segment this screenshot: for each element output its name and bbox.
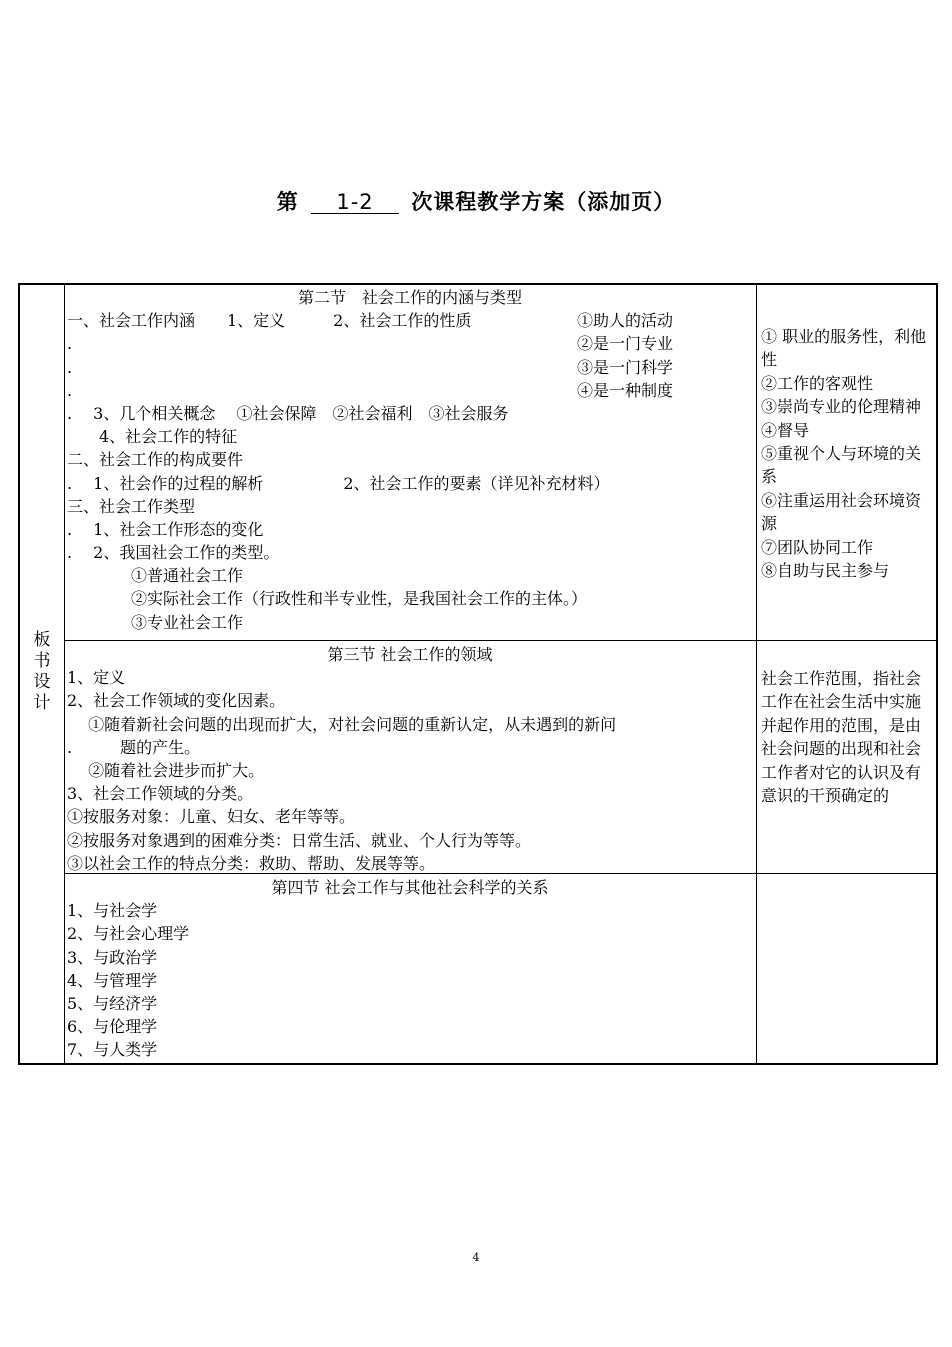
- list-item: . 1、社会作的过程的解析 2、社会工作的要素（详见补充材料）: [67, 473, 610, 493]
- note-item: ③崇尚专业的伦理精神: [761, 397, 922, 417]
- section-2-heading: 第二节 社会工作的内涵与类型: [297, 288, 522, 307]
- list-item: . ②是一门专业: [67, 334, 674, 354]
- page-title: [0, 186, 952, 216]
- list-item: 二、社会工作的构成要件: [67, 450, 244, 470]
- list-item: ②随着社会进步而扩大。: [67, 760, 265, 780]
- row-divider-1: [64, 640, 936, 641]
- list-item: 1、定义: [67, 668, 126, 688]
- list-item: . 题的产生。: [67, 737, 201, 757]
- section-3-content: [67, 643, 753, 875]
- list-item: 2、与社会心理学: [67, 924, 190, 944]
- lesson-number: 1-2: [311, 191, 399, 214]
- note-item: ⑧自助与民主参与: [761, 561, 890, 581]
- board-design-table: [18, 283, 938, 1065]
- list-item: 4、与管理学: [67, 970, 158, 990]
- page-number: 4: [472, 1251, 480, 1264]
- note-item: ④督导: [761, 420, 810, 440]
- list-item: . 1、社会工作形态的变化: [67, 519, 264, 539]
- list-item: 一、社会工作内涵 1、定义 2、社会工作的性质 ①助人的活动: [67, 311, 674, 331]
- section-4-heading: 第四节 社会工作与其他社会科学的关系: [271, 878, 549, 897]
- list-item: ③以社会工作的特点分类：救助、帮助、发展等等。: [67, 853, 436, 873]
- section-3-heading: 第三节 社会工作的领域: [327, 645, 493, 664]
- list-item: ③专业社会工作: [67, 612, 244, 632]
- list-item: . ④是一种制度: [67, 380, 674, 400]
- list-item: 6、与伦理学: [67, 1017, 158, 1037]
- list-item: ①随着新社会问题的出现而扩大，对社会问题的重新认定，从未遇到的新问: [67, 714, 617, 734]
- list-item: 4、社会工作的特征: [67, 427, 238, 447]
- list-item: ②实际社会工作（行政性和半专业性，是我国社会工作的主体。）: [67, 589, 588, 609]
- section-2-content: [67, 286, 753, 634]
- note-item: ②工作的客观性: [761, 373, 874, 393]
- list-item: 三、社会工作类型: [67, 496, 196, 516]
- section-3-note: 社会工作范围，指社会工作在社会生活中实施并起作用的范围，是由社会问题的出现和社会工作者对它的认识及有意识的干预确定的: [761, 669, 922, 806]
- list-item: 1、与社会学: [67, 901, 158, 921]
- title-prefix: 第: [276, 190, 299, 214]
- list-item: 3、与政治学: [67, 947, 158, 967]
- note-item: ① 职业的服务性，利他性: [761, 327, 927, 370]
- row-label-board-design: 板 书 设 计: [33, 630, 51, 713]
- list-item: ②按服务对象遇到的困难分类：日常生活、就业、个人行为等等。: [67, 830, 532, 850]
- list-item: ①普通社会工作: [67, 566, 244, 586]
- section-2-notes: [761, 325, 933, 582]
- note-item: ⑤重视个人与环境的关系: [761, 444, 922, 487]
- list-item: . ③是一门科学: [67, 357, 674, 377]
- list-item: . 3、几个相关概念 ①社会保障 ②社会福利 ③社会服务: [67, 403, 509, 423]
- note-item: ⑥注重运用社会环境资源: [761, 490, 922, 534]
- list-item: 7、与人类学: [67, 1040, 158, 1060]
- column-divider-right: [756, 285, 757, 1063]
- list-item: 2、社会工作领域的变化因素。: [67, 691, 286, 711]
- list-item: 5、与经济学: [67, 993, 158, 1013]
- list-item: ①按服务对象：儿童、妇女、老年等等。: [67, 807, 356, 827]
- note-item: ⑦团队协同工作: [761, 537, 874, 557]
- title-suffix: 次课程教学方案（添加页）: [411, 190, 676, 214]
- column-divider-left: [64, 285, 65, 1063]
- list-item: . 2、我国社会工作的类型。: [67, 543, 280, 563]
- list-item: 3、社会工作领域的分类。: [67, 784, 254, 804]
- section-4-content: [67, 876, 753, 1062]
